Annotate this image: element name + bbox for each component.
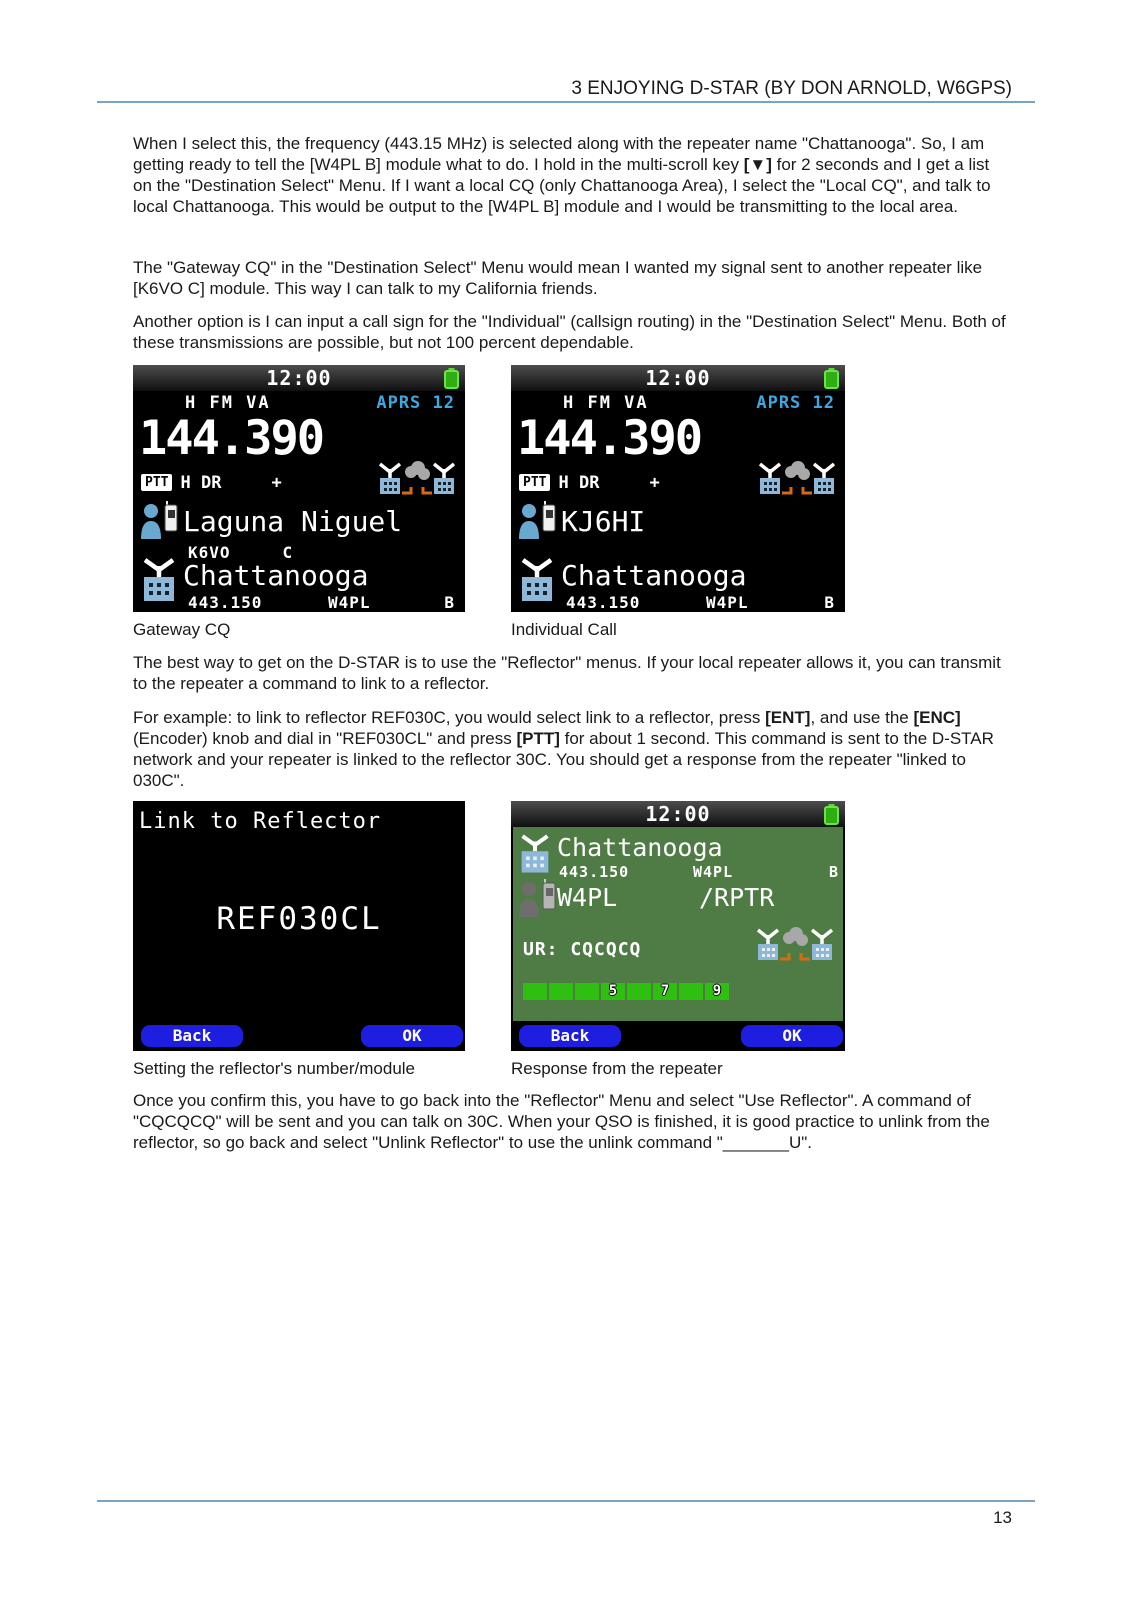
meter-segment: 7 <box>653 983 677 1000</box>
figure-link-reflector <box>133 801 465 1079</box>
status-bar <box>511 365 845 391</box>
meter-segment: 5 <box>601 983 625 1000</box>
person-radio-icon <box>139 501 181 543</box>
battery-icon <box>824 368 839 393</box>
meter-segment <box>575 983 599 1000</box>
ptt-badge: PTT <box>141 474 172 491</box>
figure-individual-call <box>511 365 845 640</box>
signal-meter <box>523 983 729 1000</box>
ptt-row <box>141 473 282 493</box>
battery-icon <box>824 804 839 829</box>
person-radio-icon <box>517 879 559 921</box>
repeater-link-icon <box>377 461 457 507</box>
screen-title: Link to Reflector <box>139 809 382 834</box>
meter-segment: 9 <box>705 983 729 1000</box>
softkey-bar <box>511 1021 845 1051</box>
caller-suffix: /RPTR <box>699 883 775 912</box>
paragraph-reflector-intro: The best way to get on the D-STAR is to use the "Reflector" menus. If your local repeater allows it, you can transmit to the repeater a command to link to a reflector. <box>133 653 1001 693</box>
repeater-link-icon <box>755 927 835 973</box>
caption-individual-call: Individual Call <box>511 620 617 639</box>
radio-screen-repeater-response <box>511 801 845 1051</box>
ptt-badge: PTT <box>519 474 550 491</box>
repeater-module: B <box>824 593 835 612</box>
repeater-link-icon <box>757 461 837 507</box>
page-number: 13 <box>993 1508 1012 1527</box>
repeater-frequency: 443.150 <box>559 863 630 881</box>
caption-link-reflector: Setting the reflector's number/module <box>133 1059 416 1078</box>
paragraph-gateway-cq: The "Gateway CQ" in the "Destination Select" Menu would mean I wanted my signal sent to another repeater like [K6VO C] module. This way I can talk to my California friends. <box>133 258 983 298</box>
radio-screen-link-reflector <box>133 801 465 1051</box>
frequency-display: 144.390 <box>517 411 702 466</box>
back-softkey: Back <box>519 1025 621 1047</box>
ok-softkey: OK <box>741 1025 843 1047</box>
repeater-detail-row <box>566 593 839 612</box>
battery-icon <box>444 368 459 393</box>
radio-screen-individual-call <box>511 365 845 612</box>
repeater-tower-icon <box>519 833 551 877</box>
repeater-detail-row <box>559 863 839 881</box>
destination-module: C <box>282 543 294 562</box>
ur-field: UR: CQCQCQ <box>523 939 642 960</box>
status-bar <box>133 365 465 391</box>
caption-repeater-response: Response from the repeater <box>511 1059 723 1078</box>
ptt-row <box>519 473 660 493</box>
page-header-title: 3 ENJOYING D-STAR (BY DON ARNOLD, W6GPS) <box>571 78 1012 99</box>
person-radio-icon <box>517 501 559 543</box>
caller-callsign: W4PL <box>557 883 618 912</box>
back-softkey: Back <box>141 1025 243 1047</box>
repeater-name: Chattanooga <box>561 559 747 592</box>
mode-indicators: H FM VA <box>185 393 271 413</box>
repeater-module: B <box>444 593 455 612</box>
repeater-frequency: 443.150 <box>188 593 263 612</box>
paragraph-link-example: For example: to link to reflector REF030C, you would select link to a reflector, press [ENT], and use the [ENC] (Encoder) knob and dial in "REF030CL" and press [PTT] for about 1 second. This command is sent to the D-STAR network and your repeater is linked to the reflector 30C. You should get a response from the repeater "linked to 030C". <box>133 708 994 790</box>
reflector-value: REF030CL <box>216 901 382 937</box>
repeater-tower-icon <box>519 557 555 605</box>
repeater-module: B <box>828 863 839 881</box>
status-bar <box>511 801 845 827</box>
receive-screen-body <box>513 827 843 1021</box>
figure-repeater-response <box>511 801 845 1079</box>
mode-indicators: H FM VA <box>563 393 649 413</box>
caption-gateway-cq: Gateway CQ <box>133 620 231 639</box>
clock-text: 12:00 <box>645 366 711 390</box>
clock-text: 12:00 <box>266 366 332 390</box>
footer-rule <box>97 1500 1035 1502</box>
destination-name: Laguna Niguel <box>183 505 403 538</box>
destination-name: KJ6HI <box>561 505 646 538</box>
hdr-indicator: H DR <box>180 473 222 493</box>
duplex-indicator: + <box>271 473 282 493</box>
ok-softkey: OK <box>361 1025 463 1047</box>
meter-segment <box>523 983 547 1000</box>
figure-gateway-cq <box>133 365 465 640</box>
meter-segment <box>627 983 651 1000</box>
repeater-callsign: W4PL <box>706 593 749 612</box>
duplex-indicator: + <box>649 473 660 493</box>
repeater-callsign: W4PL <box>693 863 734 881</box>
aprs-indicator: APRS 12 <box>756 393 835 413</box>
frequency-display: 144.390 <box>139 411 324 466</box>
meter-segment <box>549 983 573 1000</box>
hdr-indicator: H DR <box>558 473 600 493</box>
repeater-name: Chattanooga <box>557 833 723 862</box>
paragraph-destination-select: When I select this, the frequency (443.15 MHz) is selected along with the repeater name "Chattanooga". So, I am getting ready to tell the [W4PL B] module what to do. I hold in the multi-scroll key [▼] for 2 seconds and I get a list on the "Destination Select" Menu. If I want a local CQ (only Chattanooga Area), I select the "Local CQ", and talk to local Chattanooga. This would be output to the [W4PL B] module and I would be transmitting to the local area. <box>133 134 991 216</box>
figure-row-reflector-screens <box>133 801 845 1079</box>
figure-row-dr-screens <box>133 365 845 640</box>
paragraph-use-reflector: Once you confirm this, you have to go back into the "Reflector" Menu and select "Use Reflector". A command of "CQCQCQ" will be sent and you can talk on 30C. When your QSO is finished, it is good practice to unlink from the reflector, so go back and select "Unlink Reflector" to use the unlink command "_______U". <box>133 1091 990 1152</box>
repeater-name: Chattanooga <box>183 559 369 592</box>
repeater-detail-row <box>188 593 459 612</box>
radio-screen-gateway-cq <box>133 365 465 612</box>
header-rule <box>97 101 1035 103</box>
repeater-tower-icon <box>141 557 177 605</box>
aprs-indicator: APRS 12 <box>376 393 455 413</box>
destination-callsign: K6VO <box>188 543 231 562</box>
repeater-callsign: W4PL <box>328 593 371 612</box>
repeater-frequency: 443.150 <box>566 593 641 612</box>
paragraph-individual: Another option is I can input a call sign for the "Individual" (callsign routing) in the "Destination Select" Menu. Both of these transmissions are possible, but not 100 percent dependable. <box>133 312 1006 352</box>
softkey-bar <box>133 1021 465 1051</box>
meter-segment <box>679 983 703 1000</box>
clock-text: 12:00 <box>645 802 711 826</box>
